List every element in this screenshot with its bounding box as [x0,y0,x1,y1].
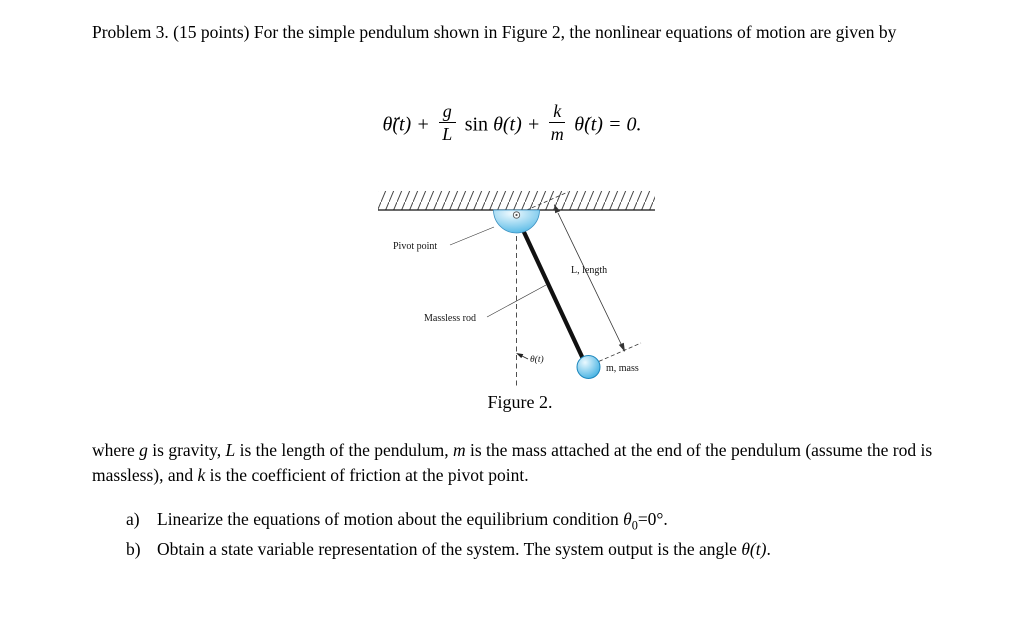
equation-term-theta: θ(t) + [493,113,541,136]
pivot-point-label: Pivot point [393,241,438,252]
question-list [126,507,771,564]
pivot-pin-center-dot [515,214,517,216]
fraction-denominator-m: m [550,124,564,145]
equation-term-theta-ddot: θ̈(t) + [382,113,430,136]
fraction-numerator-g: g [439,101,456,123]
equation-of-motion [0,101,1024,147]
ceiling-hatching [378,191,655,210]
question-b-text: Obtain a state variable representation of the system. The system output is the angle θ(t). [157,538,771,559]
fraction-denominator-L: L [442,124,453,145]
dimension-extension-line-bottom [593,343,641,364]
equation-fraction-g-over-L [439,101,456,144]
question-a-label: a) [126,509,140,529]
pendulum-figure [365,183,675,395]
length-label: L, length [571,265,608,276]
equation-sin-operator: sin [464,113,489,136]
fraction-numerator-k: k [549,101,565,123]
question-b-label: b) [126,538,141,559]
equation-fraction-k-over-m [549,101,565,144]
theta-arrow-icon [516,353,523,358]
question-item-b [126,537,771,562]
massless-rod-label: Massless rod [424,313,476,324]
pendulum-rod [517,216,585,361]
mass-label: m, mass [606,363,639,374]
figure-caption: Figure 2. [487,392,553,412]
theta-label: θ(t) [530,355,544,365]
question-a-text: Linearize the equations of motion about the equilibrium condition $\theta_0=0^\circ$. [157,509,668,533]
pendulum-mass-ball [577,356,600,379]
equation-term-theta-dot-equals-zero: θ̇(t) = 0. [574,113,642,136]
question-item-a [126,507,771,535]
dimension-arrow-bottom-icon [619,343,625,352]
figure-2-container [365,183,675,395]
problem-statement: Problem 3. (15 points) For the simple pendulum shown in Figure 2, the nonlinear equations of motion are given by [92,22,897,42]
variables-description: where g is gravity, L is the length of the pendulum, m is the mass attached at the end of the pendulum (assume the rod is massless), and k is the coefficient of friction at the pivot point. [92,440,933,485]
pivot-point-leader-line [450,227,494,245]
